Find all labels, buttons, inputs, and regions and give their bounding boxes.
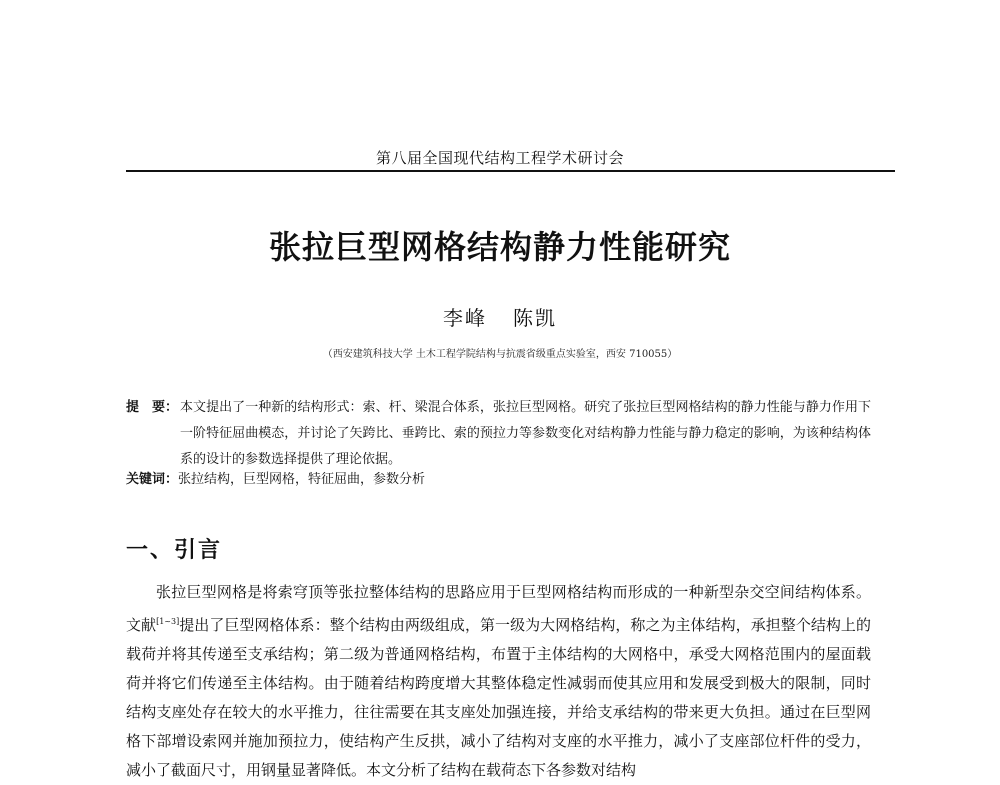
keywords-text: 张拉结构，巨型网格，特征屈曲，参数分析 (178, 472, 426, 487)
abstract-text: 本文提出了一种新的结构形式：索、杆、梁混合体系，张拉巨型网格。研究了张拉巨型网格结构的静力性能与静力作用下一阶特征屈曲模态，并讨论了矢跨比、垂跨比、索的预拉力等参数变化对结构静力性能与静力稳定的影响，为该种结构体系的设计的参数选择提供了理论依据。 (180, 400, 871, 467)
header-rule (126, 170, 895, 172)
running-head: 第八届全国现代结构工程学术研讨会 (375, 149, 624, 167)
abstract-label: 提 要： (126, 400, 179, 415)
keywords (126, 471, 871, 489)
intro-text-part2: 提出了巨型网格体系：整个结构由两级组成，第一级为大网格结构，称之为主体结构，承担整个结构上的载荷并将其传递至支承结构；第二级为普通网格结构，布置于主体结构的大网格中，承受大网格范围内的屋面载荷并将它们传递至主体结构。由于随着结构跨度增大其整体稳定性减弱而使其应用和发展受到极大的限制，同时结构支座处存在较大的水平推力，往往需要在其支座处加强连接，并给支承结构的带来更大负担。通过在巨型网格下部增设索网并施加预拉力，使结构产生反拱，减小了结构对支座的水平推力，减小了支座部位杆件的受力，减小了截面尺寸，用钢量显著降低。本文分析了结构在载荷态下各参数对结构 (126, 616, 871, 779)
author-name: 李峰 (443, 306, 487, 330)
citation-ref: [1~3] (156, 617, 180, 626)
section-heading: 一、引言 (126, 538, 223, 563)
intro-paragraph (126, 578, 871, 785)
author-name: 陈凯 (513, 306, 557, 330)
author-list (0, 302, 1000, 331)
paper-title: 张拉巨型网格结构静力性能研究 (268, 228, 731, 266)
affiliation: （西安建筑科技大学 土木工程学院结构与抗震省级重点实验室，西安 710055） (322, 349, 678, 360)
intro-text-part1: 张拉巨型网格是将索穹顶等张拉整体结构的思路应用于巨型网格结构而形成的一种新型杂交空间结构体系。文献 (126, 583, 871, 634)
keywords-label: 关键词： (126, 472, 179, 487)
abstract (126, 395, 871, 473)
